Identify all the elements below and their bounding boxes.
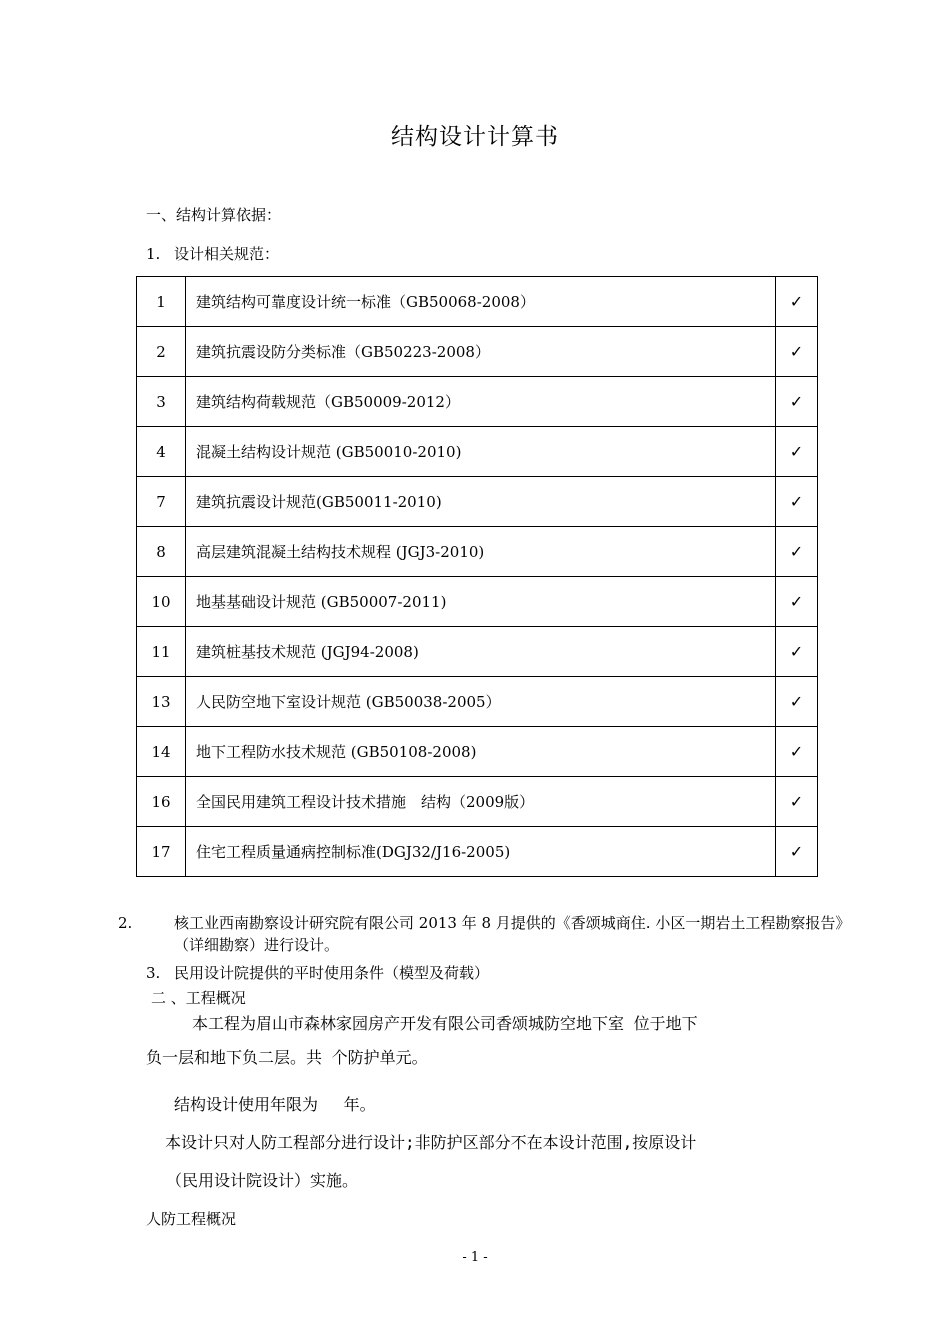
norm-name-cell: 地基基础设计规范 (GB50007-2011): [186, 577, 776, 627]
norm-row: [137, 277, 818, 327]
norm-name-cell: 人民防空地下室设计规范 (GB50038-2005）: [186, 677, 776, 727]
scope-line-1: 本设计只对人防工程部分进行设计;非防护区部分不在本设计范围,按原设计: [165, 1133, 697, 1152]
norm-name-cell: 建筑桩基技术规范 (JGJ94-2008): [186, 627, 776, 677]
norm-number-cell: 10: [137, 577, 186, 627]
checkmark-icon: ✓: [776, 827, 818, 877]
norm-row: [137, 627, 818, 677]
norm-number-cell: 14: [137, 727, 186, 777]
service-life-line: 结构设计使用年限为 年。: [174, 1095, 376, 1114]
checkmark-icon: ✓: [776, 377, 818, 427]
checkmark-icon: ✓: [776, 327, 818, 377]
document-title: 结构设计计算书: [391, 124, 559, 150]
norm-number-cell: 8: [137, 527, 186, 577]
norm-number-cell: 1: [137, 277, 186, 327]
item-2-text: 核工业西南勘察设计研究院有限公司 2013 年 8 月提供的《香颂城商住. 小区一期岩土工程勘察报告》（详细勘察）进行设计。: [174, 914, 843, 954]
section-2-heading: 二 、工程概况: [151, 989, 246, 1007]
norm-name-cell: 住宅工程质量通病控制标准(DGJ32/J16-2005): [186, 827, 776, 877]
norm-row: [137, 527, 818, 577]
norm-number-cell: 11: [137, 627, 186, 677]
norm-name-cell: 高层建筑混凝土结构技术规程 (JGJ3-2010): [186, 527, 776, 577]
norm-number-cell: 2: [137, 327, 186, 377]
checkmark-icon: ✓: [776, 627, 818, 677]
checkmark-icon: ✓: [776, 277, 818, 327]
item-3-text: 民用设计院提供的平时使用条件（模型及荷载）: [174, 964, 490, 982]
checkmark-icon: ✓: [776, 577, 818, 627]
norm-number-cell: 4: [137, 427, 186, 477]
norm-row: [137, 827, 818, 877]
norm-row: [137, 727, 818, 777]
page-number: - 1 -: [462, 1250, 488, 1265]
norm-number-cell: 7: [137, 477, 186, 527]
norm-name-cell: 建筑结构可靠度设计统一标准（GB50068-2008）: [186, 277, 776, 327]
norm-name-cell: 地下工程防水技术规范 (GB50108-2008): [186, 727, 776, 777]
civil-defense-heading: 人防工程概况: [146, 1210, 237, 1228]
norm-row: [137, 577, 818, 627]
norm-name-cell: 全国民用建筑工程设计技术措施 结构（2009版）: [186, 777, 776, 827]
checkmark-icon: ✓: [776, 777, 818, 827]
subsection-1: [146, 243, 279, 264]
norm-row: [137, 327, 818, 377]
norm-row: [137, 377, 818, 427]
checkmark-icon: ✓: [776, 427, 818, 477]
checkmark-icon: ✓: [776, 677, 818, 727]
scope-line-2: （民用设计院设计）实施。: [166, 1171, 359, 1190]
checkmark-icon: ✓: [776, 727, 818, 777]
norm-name-cell: 混凝土结构设计规范 (GB50010-2010): [186, 427, 776, 477]
overview-line-1: 本工程为眉山市森林家园房产开发有限公司香颂城防空地下室 位于地下: [192, 1014, 698, 1033]
norm-row: [137, 477, 818, 527]
norm-number-cell: 3: [137, 377, 186, 427]
subsection-1-number: 1.: [146, 245, 161, 263]
section-1-heading: 一、结构计算依据：: [146, 206, 282, 224]
overview-line-2: 负一层和地下负二层。共 个防护单元。: [146, 1048, 428, 1067]
item-2: [118, 912, 844, 956]
checkmark-icon: ✓: [776, 527, 818, 577]
norm-number-cell: 13: [137, 677, 186, 727]
norms-table: [136, 276, 818, 877]
norm-name-cell: 建筑抗震设防分类标准（GB50223-2008）: [186, 327, 776, 377]
norm-number-cell: 17: [137, 827, 186, 877]
item-3-number: 3.: [146, 964, 161, 982]
item-2-number: 2.: [118, 914, 133, 932]
checkmark-icon: ✓: [776, 477, 818, 527]
norm-row: [137, 427, 818, 477]
norm-row: [137, 677, 818, 727]
item-3: [146, 962, 816, 984]
norm-name-cell: 建筑抗震设计规范(GB50011-2010): [186, 477, 776, 527]
norm-number-cell: 16: [137, 777, 186, 827]
norm-row: [137, 777, 818, 827]
subsection-1-text: 设计相关规范：: [174, 245, 280, 263]
norm-name-cell: 建筑结构荷载规范（GB50009-2012）: [186, 377, 776, 427]
